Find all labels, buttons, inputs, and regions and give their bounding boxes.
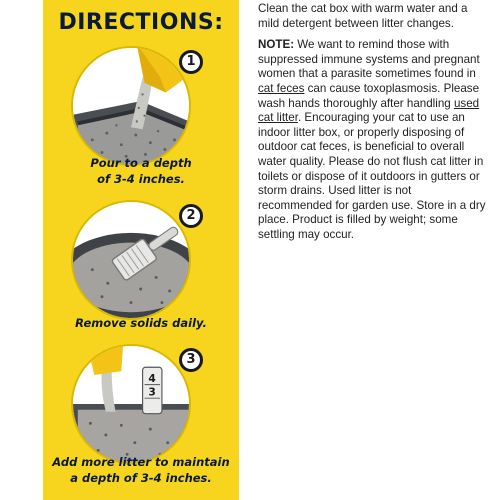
- safety-note: [258, 38, 486, 242]
- step-2-caption-line-1: Remove solids daily.: [75, 316, 207, 330]
- note-text-part-1: We want to remind those with suppressed immune systems and pregnant women that a parasite sometimes found in: [258, 38, 480, 81]
- note-text-part-3: . Encouraging your cat to use an indoor litter box, or properly disposing of outdoor cat feces, is beneficial to overall water quality. Please do not flush cat litter in toilets or dispose of it outdoors in gutters or storm drains. Used litter is not recommended for garden use. Store in a dry place. Product is filled by weight; some settling may occur.: [258, 111, 486, 241]
- step-3-number-badge: 3: [179, 348, 203, 372]
- step-1-number-badge: 1: [179, 50, 203, 74]
- step-1-illustration: [71, 46, 191, 166]
- note-text-part-2: can cause toxoplasmosis. Please wash hands thoroughly after handling: [258, 81, 480, 110]
- step-2-caption: [43, 315, 239, 331]
- note-label: NOTE:: [258, 38, 295, 52]
- step-2: [43, 200, 239, 340]
- step-1-caption-line-1: Pour to a depth: [90, 156, 192, 170]
- note-underlined-cat-feces: cat feces: [258, 81, 305, 95]
- step-2-number-badge: 2: [179, 204, 203, 228]
- directions-panel: [43, 0, 239, 500]
- add-litter-illustration: [73, 346, 189, 462]
- step-3-caption-line-2: a depth of 3-4 inches.: [70, 471, 212, 485]
- cleaning-instructions: Clean the cat box with warm water and a mild detergent between litter changes.: [258, 2, 468, 30]
- scoop-solids-illustration: [73, 202, 189, 318]
- directions-title: DIRECTIONS:: [58, 10, 224, 35]
- step-2-illustration: [71, 200, 191, 320]
- instructions-text: [258, 2, 486, 250]
- step-1: [43, 46, 239, 196]
- step-1-caption-line-2: of 3-4 inches.: [97, 172, 185, 186]
- pour-litter-illustration: [73, 48, 189, 164]
- scoop-depth-mark-4: 4: [148, 371, 156, 385]
- step-3-caption-line-1: Add more litter to maintain: [52, 455, 230, 469]
- step-3-illustration: [71, 344, 191, 464]
- step-3-caption: [43, 454, 239, 486]
- scoop-depth-mark-3: 3: [148, 385, 156, 399]
- step-3: [43, 344, 239, 500]
- note-underlined-used-cat-litter: used cat litter: [258, 96, 480, 125]
- step-1-caption: [43, 155, 239, 187]
